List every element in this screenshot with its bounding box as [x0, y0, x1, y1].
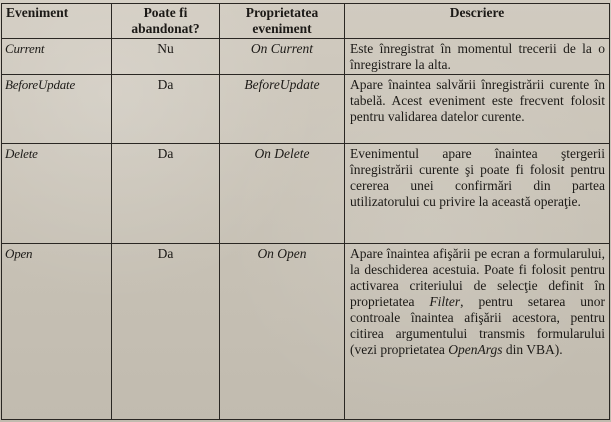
description-part-2: , pentru setarea unor controale înaintea afişării acestora, pentru citirea argumentului transmis formularului (vezi proprietatea [350, 294, 605, 357]
filter-property-term: Filter [429, 294, 461, 309]
table-row-open [2, 244, 610, 420]
event-name: BeforeUpdate [2, 75, 112, 144]
cancel-value: Da [112, 75, 220, 144]
description-text: Evenimentul apare înaintea ştergerii înregistrării curente şi poate fi folosit pentru cererea unei confirmări din partea utilizatorului cu privire la această operaţie. [345, 144, 610, 244]
cancel-value: Nu [112, 39, 220, 75]
cancel-value: Da [112, 244, 220, 420]
header-property: Proprietatea eveniment [220, 4, 345, 39]
property-value: On Open [220, 244, 345, 420]
description-part-1: Apare înaintea afişării pe ecran a formularului, la deschiderea acestuia. Poate fi folosit pentru activarea criteriului de selecţie definit în proprietatea [350, 246, 605, 309]
cancel-value: Da [112, 144, 220, 244]
property-value: BeforeUpdate [220, 75, 345, 144]
openargs-property-term: OpenArgs [448, 342, 503, 357]
event-name: Delete [2, 144, 112, 244]
events-table [1, 3, 610, 420]
property-value: On Current [220, 39, 345, 75]
header-event: Eveniment [2, 4, 112, 39]
header-cancel: Poate fi abandonat? [112, 4, 220, 39]
event-name: Open [2, 244, 112, 420]
header-description: Descriere [345, 4, 610, 39]
table-row-current [2, 39, 610, 75]
description-text: Este înregistrat în momentul trecerii de la o înregistrare la alta. [345, 39, 610, 75]
description-text: Apare înaintea salvării înregistrării curente în tabelă. Acest eveniment este frecvent folosit pentru validarea datelor curente. [345, 75, 610, 144]
property-value: On Delete [220, 144, 345, 244]
table-row-delete [2, 144, 610, 244]
header-row [2, 4, 610, 39]
description-part-3: din VBA). [502, 342, 563, 357]
table-row-beforeupdate [2, 75, 610, 144]
event-name: Current [2, 39, 112, 75]
description-text [345, 244, 610, 420]
